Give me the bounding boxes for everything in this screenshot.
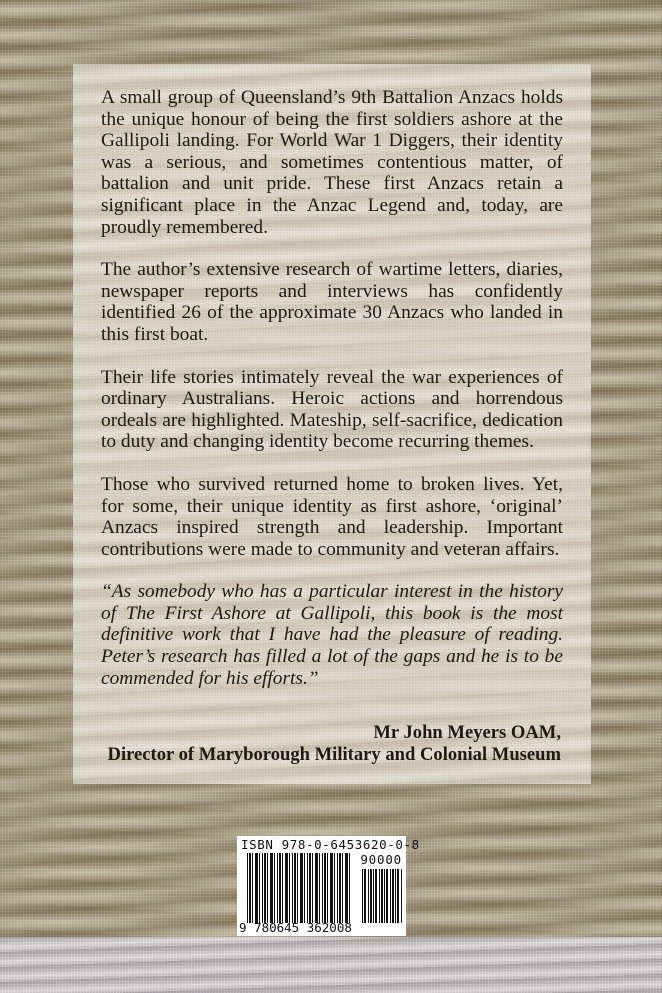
blurb-paragraph-2: The author’s extensive research of wartime letters, diaries, newspaper reports and interviews has confidently identified 26 of the approximate 30 Anzacs who landed in this first boat. xyxy=(101,259,563,345)
attribution-title: Director of Maryborough Military and Colonial Museum xyxy=(107,744,561,765)
blurb-paragraph-1: A small group of Queensland’s 9th Battalion Anzacs holds the unique honour of being the first soldiers ashore at the Gallipoli landing. For World War 1 Diggers, their identity was a serious, and sometimes contentious matter, of battalion and unit pride. These first Anzacs retain a significant place in the Anzac Legend and, today, are proudly remembered. xyxy=(101,87,563,238)
sea-background-band xyxy=(0,937,662,993)
blurb-paragraph-4: Those who survived returned home to broken lives. Yet, for some, their unique identity as first ashore, ‘original’ Anzacs inspired strength and leadership. Important contributions were made to community and veteran affairs. xyxy=(101,473,563,560)
isbn-label: ISBN 978-0-6453620-0-8 xyxy=(241,837,420,852)
isbn-barcode xyxy=(237,836,420,936)
price-addon-label: 90000 xyxy=(360,852,402,867)
barcode-digits: 9 780645 362008 xyxy=(239,920,352,935)
blurb-text xyxy=(101,87,563,713)
endorsement-attribution xyxy=(108,722,561,766)
endorsement-quote: “As somebody who has a particular interest in the history of The First Ashore at Gallipoli, this book is the most definitive work that I have had the pleasure of reading. Peter’s research has filled a lot of the gaps and he is to be commended for his efforts.” xyxy=(101,581,563,689)
addon-bars-icon xyxy=(362,869,402,923)
attribution-name: Mr John Meyers OAM, xyxy=(373,722,561,743)
barcode-bars-icon xyxy=(247,853,350,923)
blurb-paragraph-3: Their life stories intimately reveal the war experiences of ordinary Australians. Heroic actions and horrendous ordeals are highlighted. Mateship, self-sacrifice, dedication to duty and changing identity become recurring themes. xyxy=(101,366,563,453)
